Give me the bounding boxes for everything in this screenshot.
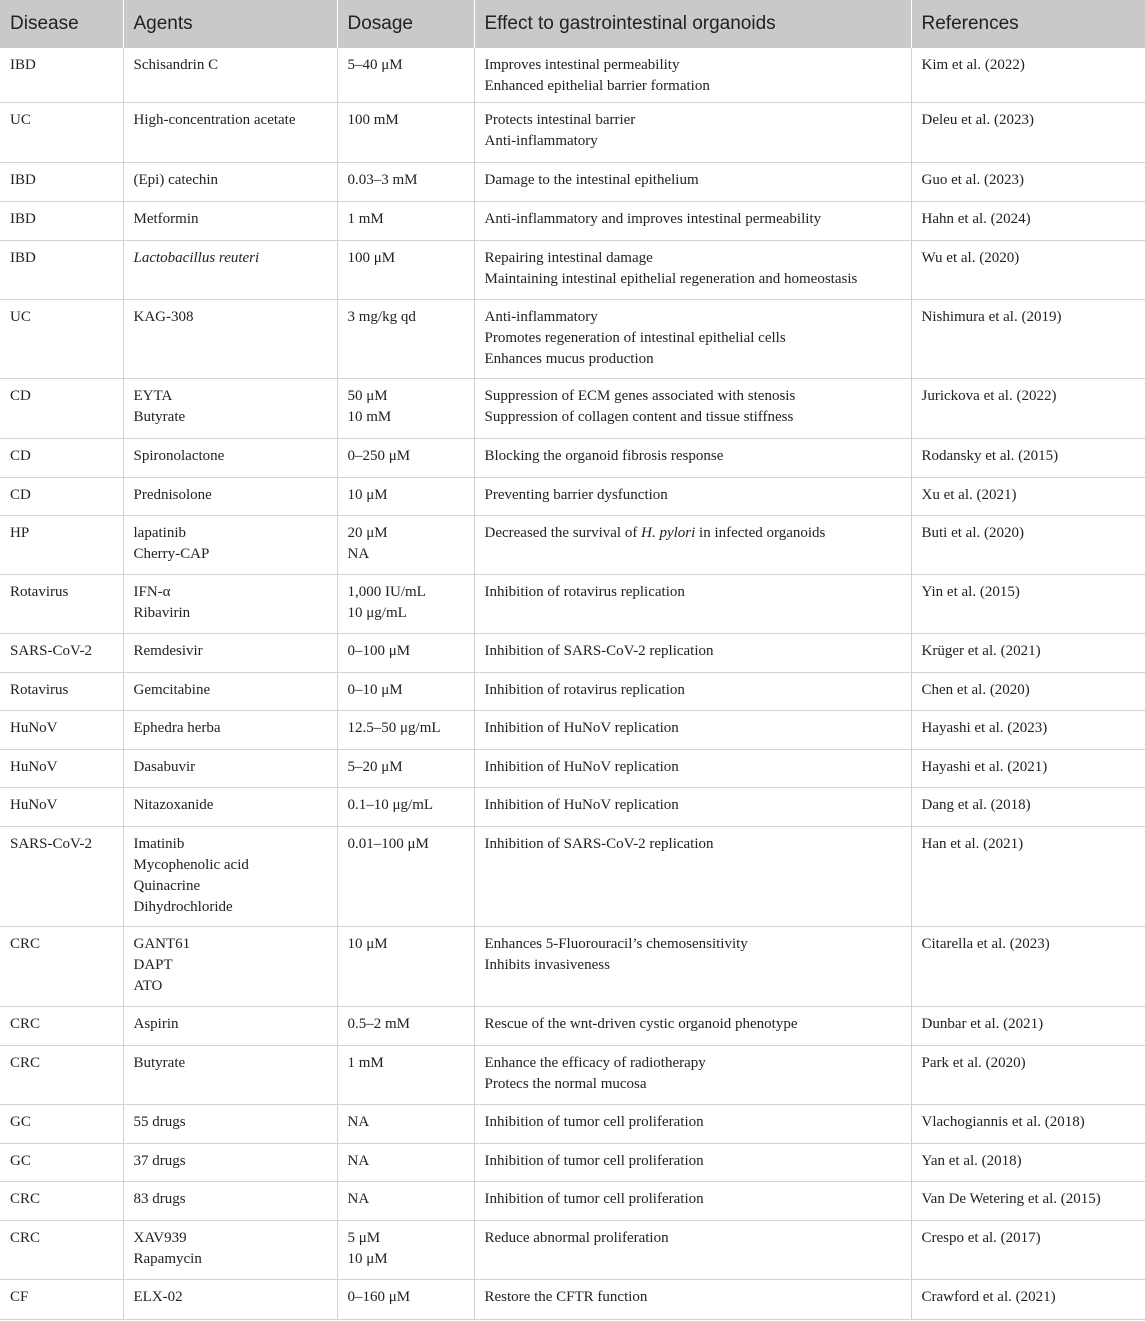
- cell-reference: Crawford et al. (2021): [911, 1280, 1145, 1320]
- cell-text: Decreased the survival of: [484, 525, 642, 542]
- cell-dosage: [337, 103, 474, 163]
- table-row: [0, 516, 1145, 575]
- cell-reference: Guo et al. (2023): [911, 163, 1145, 202]
- cell-dosage: [337, 634, 474, 673]
- cell-line: Enhances mucus production: [484, 350, 654, 367]
- cell-line: 5 μM: [347, 1230, 381, 1247]
- cell-line: Enhances 5-Fluorouracil’s chemosensitivity: [484, 936, 748, 953]
- cell-effect: [474, 300, 911, 379]
- cell-line: High-concentration acetate: [133, 112, 296, 129]
- header-dosage: Dosage: [337, 0, 474, 48]
- cell-effect: [474, 1105, 911, 1144]
- table-row: [0, 1221, 1145, 1280]
- cell-line: Inhibition of tumor cell proliferation: [484, 1153, 704, 1170]
- cell-agents: [123, 1144, 337, 1182]
- cell-line: 0–10 μM: [347, 682, 403, 699]
- table-row: [0, 711, 1145, 750]
- cell-disease: HuNoV: [0, 788, 123, 827]
- cell-effect: [474, 788, 911, 827]
- cell-disease: Rotavirus: [0, 575, 123, 634]
- cell-disease: HuNoV: [0, 711, 123, 750]
- cell-agents: [123, 927, 337, 1007]
- cell-dosage: [337, 711, 474, 750]
- cell-reference: Chen et al. (2020): [911, 673, 1145, 711]
- cell-line: Inhibition of SARS-CoV-2 replication: [484, 643, 714, 660]
- cell-disease: CRC: [0, 1221, 123, 1280]
- cell-line: 5–20 μM: [347, 759, 403, 776]
- cell-effect: [474, 1221, 911, 1280]
- cell-line: Inhibition of HuNoV replication: [484, 797, 679, 814]
- cell-disease: CRC: [0, 1007, 123, 1046]
- table-row: [0, 478, 1145, 516]
- cell-agents: [123, 1105, 337, 1144]
- cell-line: Spironolactone: [133, 448, 225, 465]
- cell-line: GANT61: [133, 936, 191, 953]
- table-body: [0, 48, 1145, 1320]
- table-row: [0, 1105, 1145, 1144]
- cell-reference: Dunbar et al. (2021): [911, 1007, 1145, 1046]
- header-disease: Disease: [0, 0, 123, 48]
- cell-dosage: [337, 379, 474, 439]
- cell-reference: Jurickova et al. (2022): [911, 379, 1145, 439]
- cell-line: Preventing barrier dysfunction: [484, 487, 668, 504]
- cell-reference: Hayashi et al. (2021): [911, 750, 1145, 788]
- cell-line: Schisandrin C: [133, 57, 219, 73]
- cell-line: Promotes regeneration of intestinal epithelial cells: [484, 330, 786, 347]
- header-references: References: [911, 0, 1145, 48]
- cell-line: Protecs the normal mucosa: [484, 1076, 647, 1093]
- cell-line: Repairing intestinal damage: [484, 250, 653, 267]
- cell-reference: Deleu et al. (2023): [911, 103, 1145, 163]
- cell-line: 3 mg/kg qd: [347, 309, 416, 326]
- cell-line: Improves intestinal permeability: [484, 57, 680, 73]
- cell-line: 55 drugs: [133, 1114, 186, 1131]
- cell-line: 0–100 μM: [347, 643, 411, 660]
- cell-agents: [123, 711, 337, 750]
- cell-reference: Kim et al. (2022): [911, 48, 1145, 103]
- cell-line: Restore the CFTR function: [484, 1289, 648, 1306]
- cell-agents: [123, 300, 337, 379]
- table-row: [0, 439, 1145, 478]
- cell-line: Dihydrochloride: [133, 898, 233, 915]
- cell-disease: GC: [0, 1144, 123, 1182]
- cell-effect: [474, 48, 911, 103]
- table-row: [0, 1144, 1145, 1182]
- table-row: [0, 202, 1145, 241]
- cell-dosage: [337, 48, 474, 103]
- cell-effect: [474, 439, 911, 478]
- cell-dosage: [337, 673, 474, 711]
- cell-reference: Krüger et al. (2021): [911, 634, 1145, 673]
- cell-line: lapatinib: [133, 525, 186, 542]
- cell-agents: [123, 1046, 337, 1105]
- table-row: [0, 1007, 1145, 1046]
- cell-line: Butyrate: [133, 1055, 186, 1072]
- cell-reference: Wu et al. (2020): [911, 241, 1145, 300]
- cell-line: Inhibition of HuNoV replication: [484, 720, 679, 737]
- cell-reference: Van De Wetering et al. (2015): [911, 1182, 1145, 1221]
- cell-reference: Citarella et al. (2023): [911, 927, 1145, 1007]
- cell-line: Mycophenolic acid: [133, 857, 249, 874]
- cell-line: Inhibition of SARS-CoV-2 replication: [484, 836, 714, 853]
- cell-disease: CRC: [0, 1182, 123, 1221]
- cell-dosage: [337, 241, 474, 300]
- cell-line: Suppression of collagen content and tissue stiffness: [484, 409, 794, 426]
- cell-reference: Buti et al. (2020): [911, 516, 1145, 575]
- table-row: [0, 827, 1145, 927]
- header-effect: Effect to gastrointestinal organoids: [474, 0, 911, 48]
- cell-effect: [474, 379, 911, 439]
- cell-line: Prednisolone: [133, 487, 212, 504]
- cell-disease: UC: [0, 103, 123, 163]
- cell-line: 0–250 μM: [347, 448, 411, 465]
- cell-line: Rapamycin: [133, 1251, 202, 1268]
- table-row: [0, 927, 1145, 1007]
- cell-dosage: [337, 300, 474, 379]
- cell-reference: Hahn et al. (2024): [911, 202, 1145, 241]
- cell-disease: HP: [0, 516, 123, 575]
- cell-agents: [123, 827, 337, 927]
- cell-agents: [123, 788, 337, 827]
- cell-effect: [474, 575, 911, 634]
- cell-effect: [474, 1182, 911, 1221]
- cell-line: 0.5–2 mM: [347, 1016, 411, 1033]
- cell-line: Suppression of ECM genes associated with stenosis: [484, 388, 796, 405]
- cell-reference: Park et al. (2020): [911, 1046, 1145, 1105]
- cell-line: 0.1–10 μg/mL: [347, 797, 434, 814]
- cell-agents: [123, 750, 337, 788]
- cell-dosage: [337, 575, 474, 634]
- cell-agents: [123, 1280, 337, 1320]
- cell-disease: IBD: [0, 163, 123, 202]
- cell-reference: Xu et al. (2021): [911, 478, 1145, 516]
- cell-line: Inhibition of rotavirus replication: [484, 584, 685, 601]
- cell-line: XAV939: [133, 1230, 187, 1247]
- cell-line: 0–160 μM: [347, 1289, 411, 1306]
- cell-line: IFN-α: [133, 584, 171, 601]
- cell-dosage: [337, 788, 474, 827]
- cell-reference: Hayashi et al. (2023): [911, 711, 1145, 750]
- cell-disease: CRC: [0, 1046, 123, 1105]
- table-row: [0, 241, 1145, 300]
- cell-dosage: [337, 1280, 474, 1320]
- cell-disease: SARS-CoV-2: [0, 827, 123, 927]
- species-name: H. pylori: [641, 525, 696, 542]
- cell-agents: [123, 379, 337, 439]
- cell-dosage: [337, 927, 474, 1007]
- table-row: [0, 1182, 1145, 1221]
- cell-effect: [474, 827, 911, 927]
- cell-line: 5–40 μM: [347, 57, 403, 73]
- cell-dosage: [337, 1046, 474, 1105]
- cell-line: Protects intestinal barrier: [484, 112, 636, 129]
- cell-line: Anti-inflammatory: [484, 133, 598, 150]
- cell-line: 1 mM: [347, 211, 384, 228]
- cell-agents: [123, 1007, 337, 1046]
- cell-line: Enhanced epithelial barrier formation: [484, 77, 710, 94]
- cell-disease: CD: [0, 439, 123, 478]
- cell-effect: [474, 241, 911, 300]
- cell-agents: [123, 634, 337, 673]
- cell-line: Lactobacillus reuteri: [133, 250, 260, 267]
- cell-line: Inhibits invasiveness: [484, 957, 610, 974]
- cell-dosage: [337, 1105, 474, 1144]
- cell-line: 100 μM: [347, 250, 396, 267]
- cell-line: 37 drugs: [133, 1153, 186, 1170]
- cell-disease: Rotavirus: [0, 673, 123, 711]
- cell-agents: [123, 241, 337, 300]
- cell-line: 10 mM: [347, 409, 392, 426]
- cell-line: Dasabuvir: [133, 759, 196, 776]
- cell-line: 10 μM: [347, 936, 388, 953]
- cell-line: Maintaining intestinal epithelial regeneration and homeostasis: [484, 271, 858, 288]
- cell-dosage: [337, 750, 474, 788]
- cell-reference: Yin et al. (2015): [911, 575, 1145, 634]
- cell-agents: [123, 673, 337, 711]
- cell-agents: [123, 103, 337, 163]
- cell-line: Reduce abnormal proliferation: [484, 1230, 669, 1247]
- cell-dosage: [337, 478, 474, 516]
- cell-effect: [474, 516, 911, 575]
- table-row: [0, 48, 1145, 103]
- cell-line: [485, 523, 901, 544]
- cell-line: Gemcitabine: [133, 682, 211, 699]
- table-header: [0, 0, 1145, 48]
- cell-reference: Nishimura et al. (2019): [911, 300, 1145, 379]
- header-row: [0, 0, 1145, 48]
- cell-dosage: [337, 202, 474, 241]
- cell-effect: [474, 1007, 911, 1046]
- table-row: [0, 788, 1145, 827]
- cell-line: 10 μg/mL: [347, 605, 407, 622]
- cell-disease: IBD: [0, 48, 123, 103]
- cell-line: 50 μM: [347, 388, 388, 405]
- cell-agents: [123, 575, 337, 634]
- cell-line: Ribavirin: [133, 605, 191, 622]
- table-row: [0, 634, 1145, 673]
- cell-disease: CD: [0, 379, 123, 439]
- cell-line: Aspirin: [133, 1016, 179, 1033]
- cell-line: Ephedra herba: [133, 720, 221, 737]
- cell-line: Enhance the efficacy of radiotherapy: [484, 1055, 706, 1072]
- cell-line: 12.5–50 μg/mL: [347, 720, 441, 737]
- cell-line: ELX-02: [133, 1289, 183, 1306]
- cell-line: Anti-inflammatory and improves intestinal permeability: [484, 211, 822, 228]
- cell-reference: Dang et al. (2018): [911, 788, 1145, 827]
- table-row: [0, 750, 1145, 788]
- cell-disease: UC: [0, 300, 123, 379]
- cell-line: KAG-308: [133, 309, 194, 326]
- cell-effect: [474, 634, 911, 673]
- cell-disease: GC: [0, 1105, 123, 1144]
- table-row: [0, 379, 1145, 439]
- cell-effect: [474, 163, 911, 202]
- cell-line: Metformin: [133, 211, 199, 228]
- table-row: [0, 1046, 1145, 1105]
- cell-line: DAPT: [133, 957, 173, 974]
- table-row: [0, 575, 1145, 634]
- cell-agents: [123, 478, 337, 516]
- table-row: [0, 1280, 1145, 1320]
- cell-line: 0.01–100 μM: [347, 836, 429, 853]
- cell-line: 1,000 IU/mL: [347, 584, 426, 601]
- table-row: [0, 673, 1145, 711]
- cell-line: Blocking the organoid fibrosis response: [484, 448, 724, 465]
- cell-line: Inhibition of tumor cell proliferation: [484, 1114, 704, 1131]
- cell-line: Inhibition of rotavirus replication: [484, 682, 685, 699]
- cell-effect: [474, 103, 911, 163]
- cell-line: 0.03–3 mM: [347, 172, 418, 189]
- cell-line: Damage to the intestinal epithelium: [484, 172, 699, 189]
- cell-dosage: [337, 163, 474, 202]
- cell-reference: Han et al. (2021): [911, 827, 1145, 927]
- cell-line: (Epi) catechin: [133, 172, 219, 189]
- cell-reference: Vlachogiannis et al. (2018): [911, 1105, 1145, 1144]
- cell-text: in infected organoids: [695, 525, 826, 542]
- cell-effect: [474, 1144, 911, 1182]
- cell-line: 20 μM: [347, 525, 388, 542]
- cell-line: 1 mM: [347, 1055, 384, 1072]
- cell-agents: [123, 48, 337, 103]
- cell-line: NA: [347, 1191, 370, 1208]
- cell-effect: [474, 1280, 911, 1320]
- cell-dosage: [337, 1007, 474, 1046]
- cell-reference: Crespo et al. (2017): [911, 1221, 1145, 1280]
- cell-line: Nitazoxanide: [133, 797, 214, 814]
- cell-line: Butyrate: [133, 409, 186, 426]
- cell-agents: [123, 516, 337, 575]
- cell-line: NA: [347, 1114, 370, 1131]
- cell-disease: CD: [0, 478, 123, 516]
- cell-effect: [474, 711, 911, 750]
- cell-reference: Yan et al. (2018): [911, 1144, 1145, 1182]
- cell-dosage: [337, 439, 474, 478]
- cell-line: Imatinib: [133, 836, 185, 853]
- table-row: [0, 300, 1145, 379]
- cell-effect: [474, 1046, 911, 1105]
- cell-dosage: [337, 516, 474, 575]
- cell-line: Remdesivir: [133, 643, 203, 660]
- cell-dosage: [337, 827, 474, 927]
- cell-line: Cherry-CAP: [133, 546, 210, 563]
- cell-agents: [123, 163, 337, 202]
- cell-agents: [123, 439, 337, 478]
- cell-dosage: [337, 1221, 474, 1280]
- cell-agents: [123, 202, 337, 241]
- cell-line: NA: [347, 1153, 370, 1170]
- cell-effect: [474, 927, 911, 1007]
- cell-line: 100 mM: [347, 112, 399, 129]
- cell-line: EYTA: [133, 388, 173, 405]
- cell-agents: [123, 1182, 337, 1221]
- cell-disease: IBD: [0, 241, 123, 300]
- cell-line: Inhibition of tumor cell proliferation: [484, 1191, 704, 1208]
- cell-line: ATO: [133, 977, 163, 994]
- cell-line: Inhibition of HuNoV replication: [484, 759, 679, 776]
- header-agents: Agents: [123, 0, 337, 48]
- cell-line: NA: [347, 546, 370, 563]
- table-row: [0, 103, 1145, 163]
- cell-effect: [474, 750, 911, 788]
- table-row: [0, 163, 1145, 202]
- cell-line: 10 μM: [347, 487, 388, 504]
- cell-disease: IBD: [0, 202, 123, 241]
- cell-line: 10 μM: [347, 1251, 388, 1268]
- cell-line: Quinacrine: [133, 877, 201, 894]
- cell-dosage: [337, 1144, 474, 1182]
- cell-disease: CRC: [0, 927, 123, 1007]
- cell-line: Rescue of the wnt-driven cystic organoid phenotype: [484, 1016, 798, 1033]
- cell-line: 83 drugs: [133, 1191, 186, 1208]
- cell-reference: Rodansky et al. (2015): [911, 439, 1145, 478]
- cell-dosage: [337, 1182, 474, 1221]
- cell-effect: [474, 478, 911, 516]
- cell-disease: CF: [0, 1280, 123, 1320]
- cell-effect: [474, 673, 911, 711]
- cell-disease: SARS-CoV-2: [0, 634, 123, 673]
- cell-disease: HuNoV: [0, 750, 123, 788]
- cell-effect: [474, 202, 911, 241]
- cell-line: Anti-inflammatory: [484, 309, 598, 326]
- cell-agents: [123, 1221, 337, 1280]
